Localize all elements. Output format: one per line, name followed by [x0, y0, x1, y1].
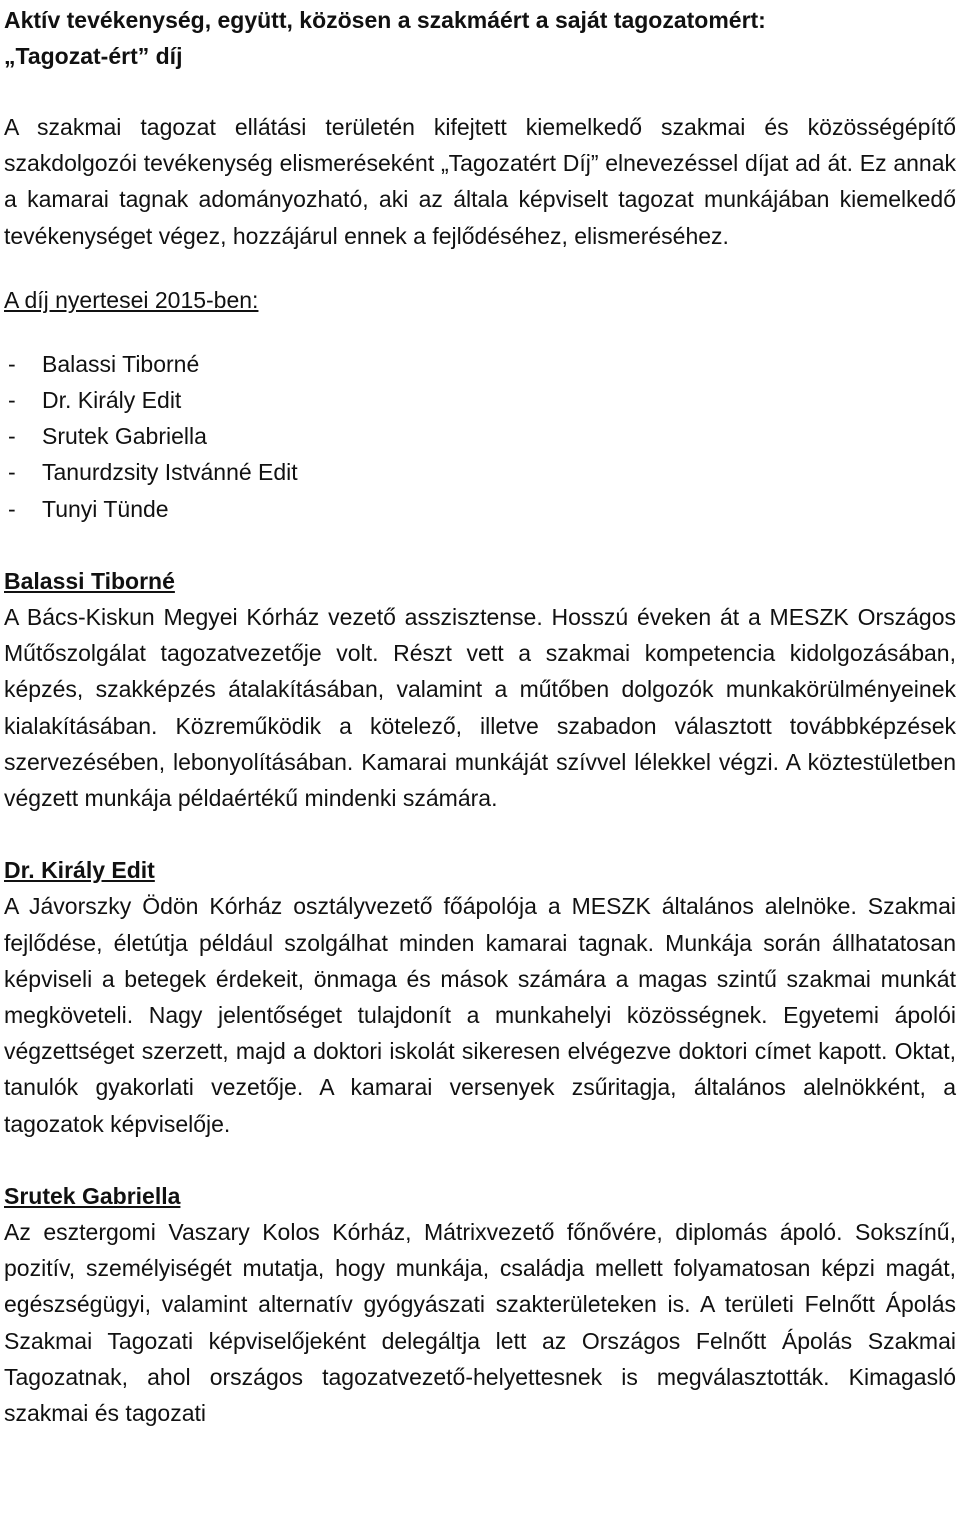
winner-name: Balassi Tiborné — [42, 350, 200, 377]
list-item — [4, 382, 956, 418]
section-balassi — [4, 563, 956, 816]
list-dash: - — [8, 387, 16, 414]
winner-name: Srutek Gabriella — [42, 423, 207, 450]
section-heading: Dr. Király Edit — [4, 857, 155, 884]
title-line-2: „Tagozat-ért” díj — [4, 43, 183, 69]
list-item — [4, 418, 956, 454]
winner-name: Dr. Király Edit — [42, 387, 182, 414]
winner-name: Tunyi Tünde — [42, 495, 169, 522]
section-text: A Bács-Kiskun Megyei Kórház vezető asszisztense. Hosszú éveken át a MESZK Országos Műtőszolgálat tagozatvezetője volt. Részt vett a szakmai kompetencia kidolgozásában, képzés, szakképzés átalakításában, valamint a műtőben dolgozók munkakörülményeinek kialakításában. Közreműködik a kötelező, illetve szabadon választott továbbképzések szervezésében, lebonyolításában. Kamarai munkáját szívvel lélekkel végzi. A köztestületben végzett munkája példaértékű mindenki számára. — [4, 604, 956, 812]
list-dash: - — [8, 459, 16, 486]
list-item — [4, 346, 956, 382]
winners-list — [4, 346, 956, 527]
section-heading: Balassi Tiborné — [4, 567, 175, 594]
section-srutek — [4, 1178, 956, 1431]
section-kiraly — [4, 852, 956, 1142]
document-page — [4, 0, 956, 1431]
list-dash: - — [8, 423, 16, 450]
intro-paragraph: A szakmai tagozat ellátási területén kifejtett kiemelkedő szakmai és közösségépítő szakdolgozói tevékenység elismeréseként „Tagozatért Díj” elnevezéssel díjat ad át. Ez annak a kamarai tagnak adományozható, aki az általa képviselt tagozat munkájában kiemelkedő tevékenységet végez, hozzájárul ennek a fejlődéséhez, elismeréséhez. — [4, 114, 956, 249]
list-item — [4, 491, 956, 527]
winner-name: Tanurdzsity Istvánné Edit — [42, 459, 298, 486]
section-text: A Jávorszky Ödön Kórház osztályvezető főápolója a MESZK általános alelnöke. Szakmai fejlődése, életútja például szolgálhat minden kamarai tagnak. Munkája során állhatatosan képviseli a betegek érdekeit, önmaga és mások számára a magas szintű szakmai munkát megköveteli. Nagy jelentőséget tulajdonít a munkahelyi közösségnek. Egyetemi ápolói végzettséget szerzett, majd a doktori iskolát sikeresen elvégezve doktori címet kapott. Oktat, tanulók gyakorlati vezetője. A kamarai versenyek zsűritagja, általános alelnökként, a tagozatok képviselője. — [4, 893, 956, 1137]
section-heading: Srutek Gabriella — [4, 1182, 181, 1209]
list-dash: - — [8, 495, 16, 522]
list-item — [4, 454, 956, 490]
title-line-1: Aktív tevékenység, együtt, közösen a szakmáért a saját tagozatomért: — [4, 7, 766, 33]
list-dash: - — [8, 350, 16, 377]
winners-heading: A díj nyertesei 2015-ben: — [4, 286, 259, 313]
document-title — [4, 0, 956, 74]
section-text: Az esztergomi Vaszary Kolos Kórház, Mátrixvezető főnővére, diplomás ápoló. Sokszínű, pozitív, személyiségét mutatja, hogy munkája, családja mellett folyamatosan képzi magát, egészségügyi, valamint alternatív gyógyászati szakterületeken is. A területi Felnőtt Ápolás Szakmai Tagozati képviselőjeként delegáltja lett az Országos Felnőtt Ápolás Szakmai Tagozatnak, ahol országos tagozatvezető-helyettesnek is megválasztották. Kimagasló szakmai és tagozati — [4, 1219, 956, 1427]
